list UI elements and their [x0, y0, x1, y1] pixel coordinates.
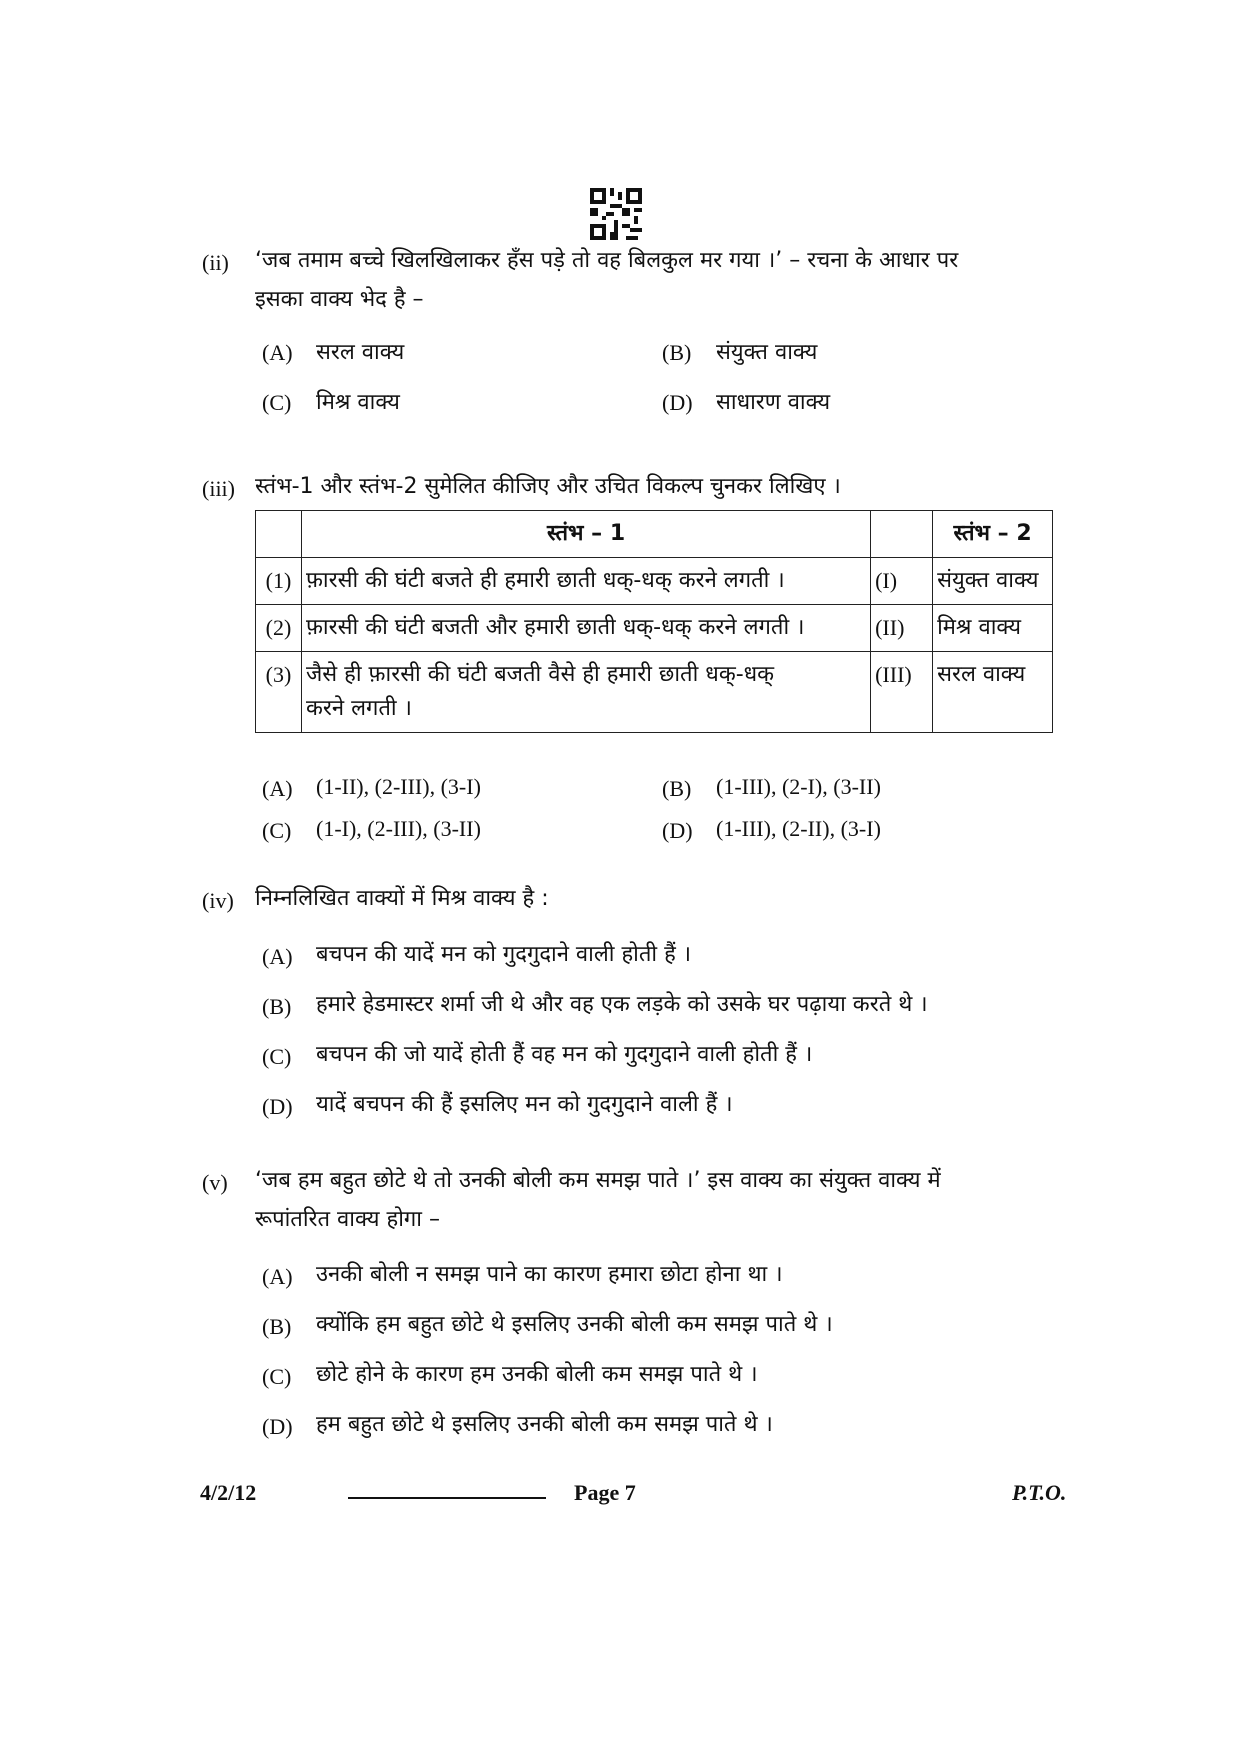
option-text: (1-III), (2-I), (3-II) — [716, 774, 881, 799]
row-number: (2) — [256, 605, 302, 652]
option-label: (C) — [262, 1364, 292, 1389]
option-text: हमारे हेडमास्टर शर्मा जी थे और वह एक लड़के को उसके घर पढ़ाया करते थे । — [316, 992, 928, 1017]
question-text: ‘जब तमाम बच्चे खिलखिलाकर हँस पड़े तो वह बिलकुल मर गया ।’ – रचना के आधार पर — [255, 248, 959, 273]
row-roman: (I) — [871, 558, 933, 605]
option-text: बचपन की जो यादें होती हैं वह मन को गुदगुदाने वाली होती हैं । — [316, 1042, 813, 1067]
question-text: स्तंभ-1 और स्तंभ-2 सुमेलित कीजिए और उचित विकल्प चुनकर लिखिए । — [255, 474, 841, 499]
row-number: (1) — [256, 558, 302, 605]
table-row — [256, 605, 1053, 652]
option-label: (A) — [262, 944, 293, 969]
option-text: बचपन की यादें मन को गुदगुदाने वाली होती हैं । — [316, 942, 692, 967]
option-text: (1-I), (2-III), (3-II) — [316, 816, 481, 841]
option-label: (C) — [262, 390, 292, 415]
option-label: (D) — [262, 1094, 293, 1119]
footer-rule — [348, 1497, 546, 1499]
row-text: जैसे ही फ़ारसी की घंटी बजती वैसे ही हमारी छाती धक्-धक् — [305, 662, 775, 687]
row-number: (3) — [256, 652, 302, 733]
option-label: (B) — [262, 1314, 292, 1339]
table-row — [256, 558, 1053, 605]
option-label: (D) — [262, 1414, 293, 1439]
option-label: (C) — [262, 818, 292, 843]
option-label: (A) — [262, 776, 293, 801]
row-roman: (III) — [871, 652, 933, 733]
option-label: (B) — [262, 994, 292, 1019]
paper-code: 4/2/12 — [200, 1480, 257, 1505]
page-number: Page 7 — [574, 1480, 636, 1505]
question-number: (iv) — [202, 888, 234, 913]
option-text: क्योंकि हम बहुत छोटे थे इसलिए उनकी बोली कम समझ पाते थे । — [316, 1312, 833, 1337]
option-text: सरल वाक्य — [316, 340, 405, 365]
option-text: (1-III), (2-II), (3-I) — [716, 816, 881, 841]
question-text: निम्नलिखित वाक्यों में मिश्र वाक्य है : — [255, 886, 549, 911]
question-text: ‘जब हम बहुत छोटे थे तो उनकी बोली कम समझ पाते ।’ इस वाक्य का संयुक्त वाक्य में — [255, 1168, 941, 1193]
option-label: (D) — [662, 818, 693, 843]
option-label: (A) — [262, 340, 293, 365]
question-number: (iii) — [202, 476, 235, 501]
row-type: सरल वाक्य — [933, 652, 1053, 733]
column-header: स्तंभ – 1 — [301, 511, 870, 558]
row-roman: (II) — [871, 605, 933, 652]
row-text: फ़ारसी की घंटी बजते ही हमारी छाती धक्-धक् करने लगती । — [301, 558, 870, 605]
pto-label: P.T.O. — [1012, 1480, 1067, 1505]
row-type: संयुक्त वाक्य — [933, 558, 1053, 605]
option-text: यादें बचपन की हैं इसलिए मन को गुदगुदाने वाली हैं । — [316, 1092, 733, 1117]
question-number: (ii) — [202, 250, 229, 275]
question-text: इसका वाक्य भेद है – — [255, 287, 424, 312]
option-text: उनकी बोली न समझ पाने का कारण हमारा छोटा होना था । — [316, 1262, 783, 1287]
column-header: स्तंभ – 2 — [933, 511, 1053, 558]
option-label: (D) — [662, 390, 693, 415]
option-text: मिश्र वाक्य — [316, 390, 400, 415]
row-text: फ़ारसी की घंटी बजती और हमारी छाती धक्-धक् करने लगती । — [301, 605, 870, 652]
question-number: (v) — [202, 1170, 228, 1195]
row-text-cell — [301, 652, 870, 733]
question-text: रूपांतरित वाक्य होगा – — [255, 1207, 440, 1232]
option-text: (1-II), (2-III), (3-I) — [316, 774, 481, 799]
option-text: संयुक्त वाक्य — [716, 340, 818, 365]
qr-code — [590, 188, 642, 240]
option-label: (B) — [662, 340, 692, 365]
option-text: हम बहुत छोटे थे इसलिए उनकी बोली कम समझ पाते थे । — [316, 1412, 773, 1437]
option-text: साधारण वाक्य — [716, 390, 831, 415]
row-text-continued: करने लगती । — [305, 696, 412, 721]
option-label: (C) — [262, 1044, 292, 1069]
match-table — [255, 510, 1053, 733]
option-label: (A) — [262, 1264, 293, 1289]
row-type: मिश्र वाक्य — [933, 605, 1053, 652]
table-header-row — [256, 511, 1053, 558]
option-text: छोटे होने के कारण हम उनकी बोली कम समझ पाते थे । — [316, 1362, 758, 1387]
option-label: (B) — [662, 776, 692, 801]
table-row — [256, 652, 1053, 733]
